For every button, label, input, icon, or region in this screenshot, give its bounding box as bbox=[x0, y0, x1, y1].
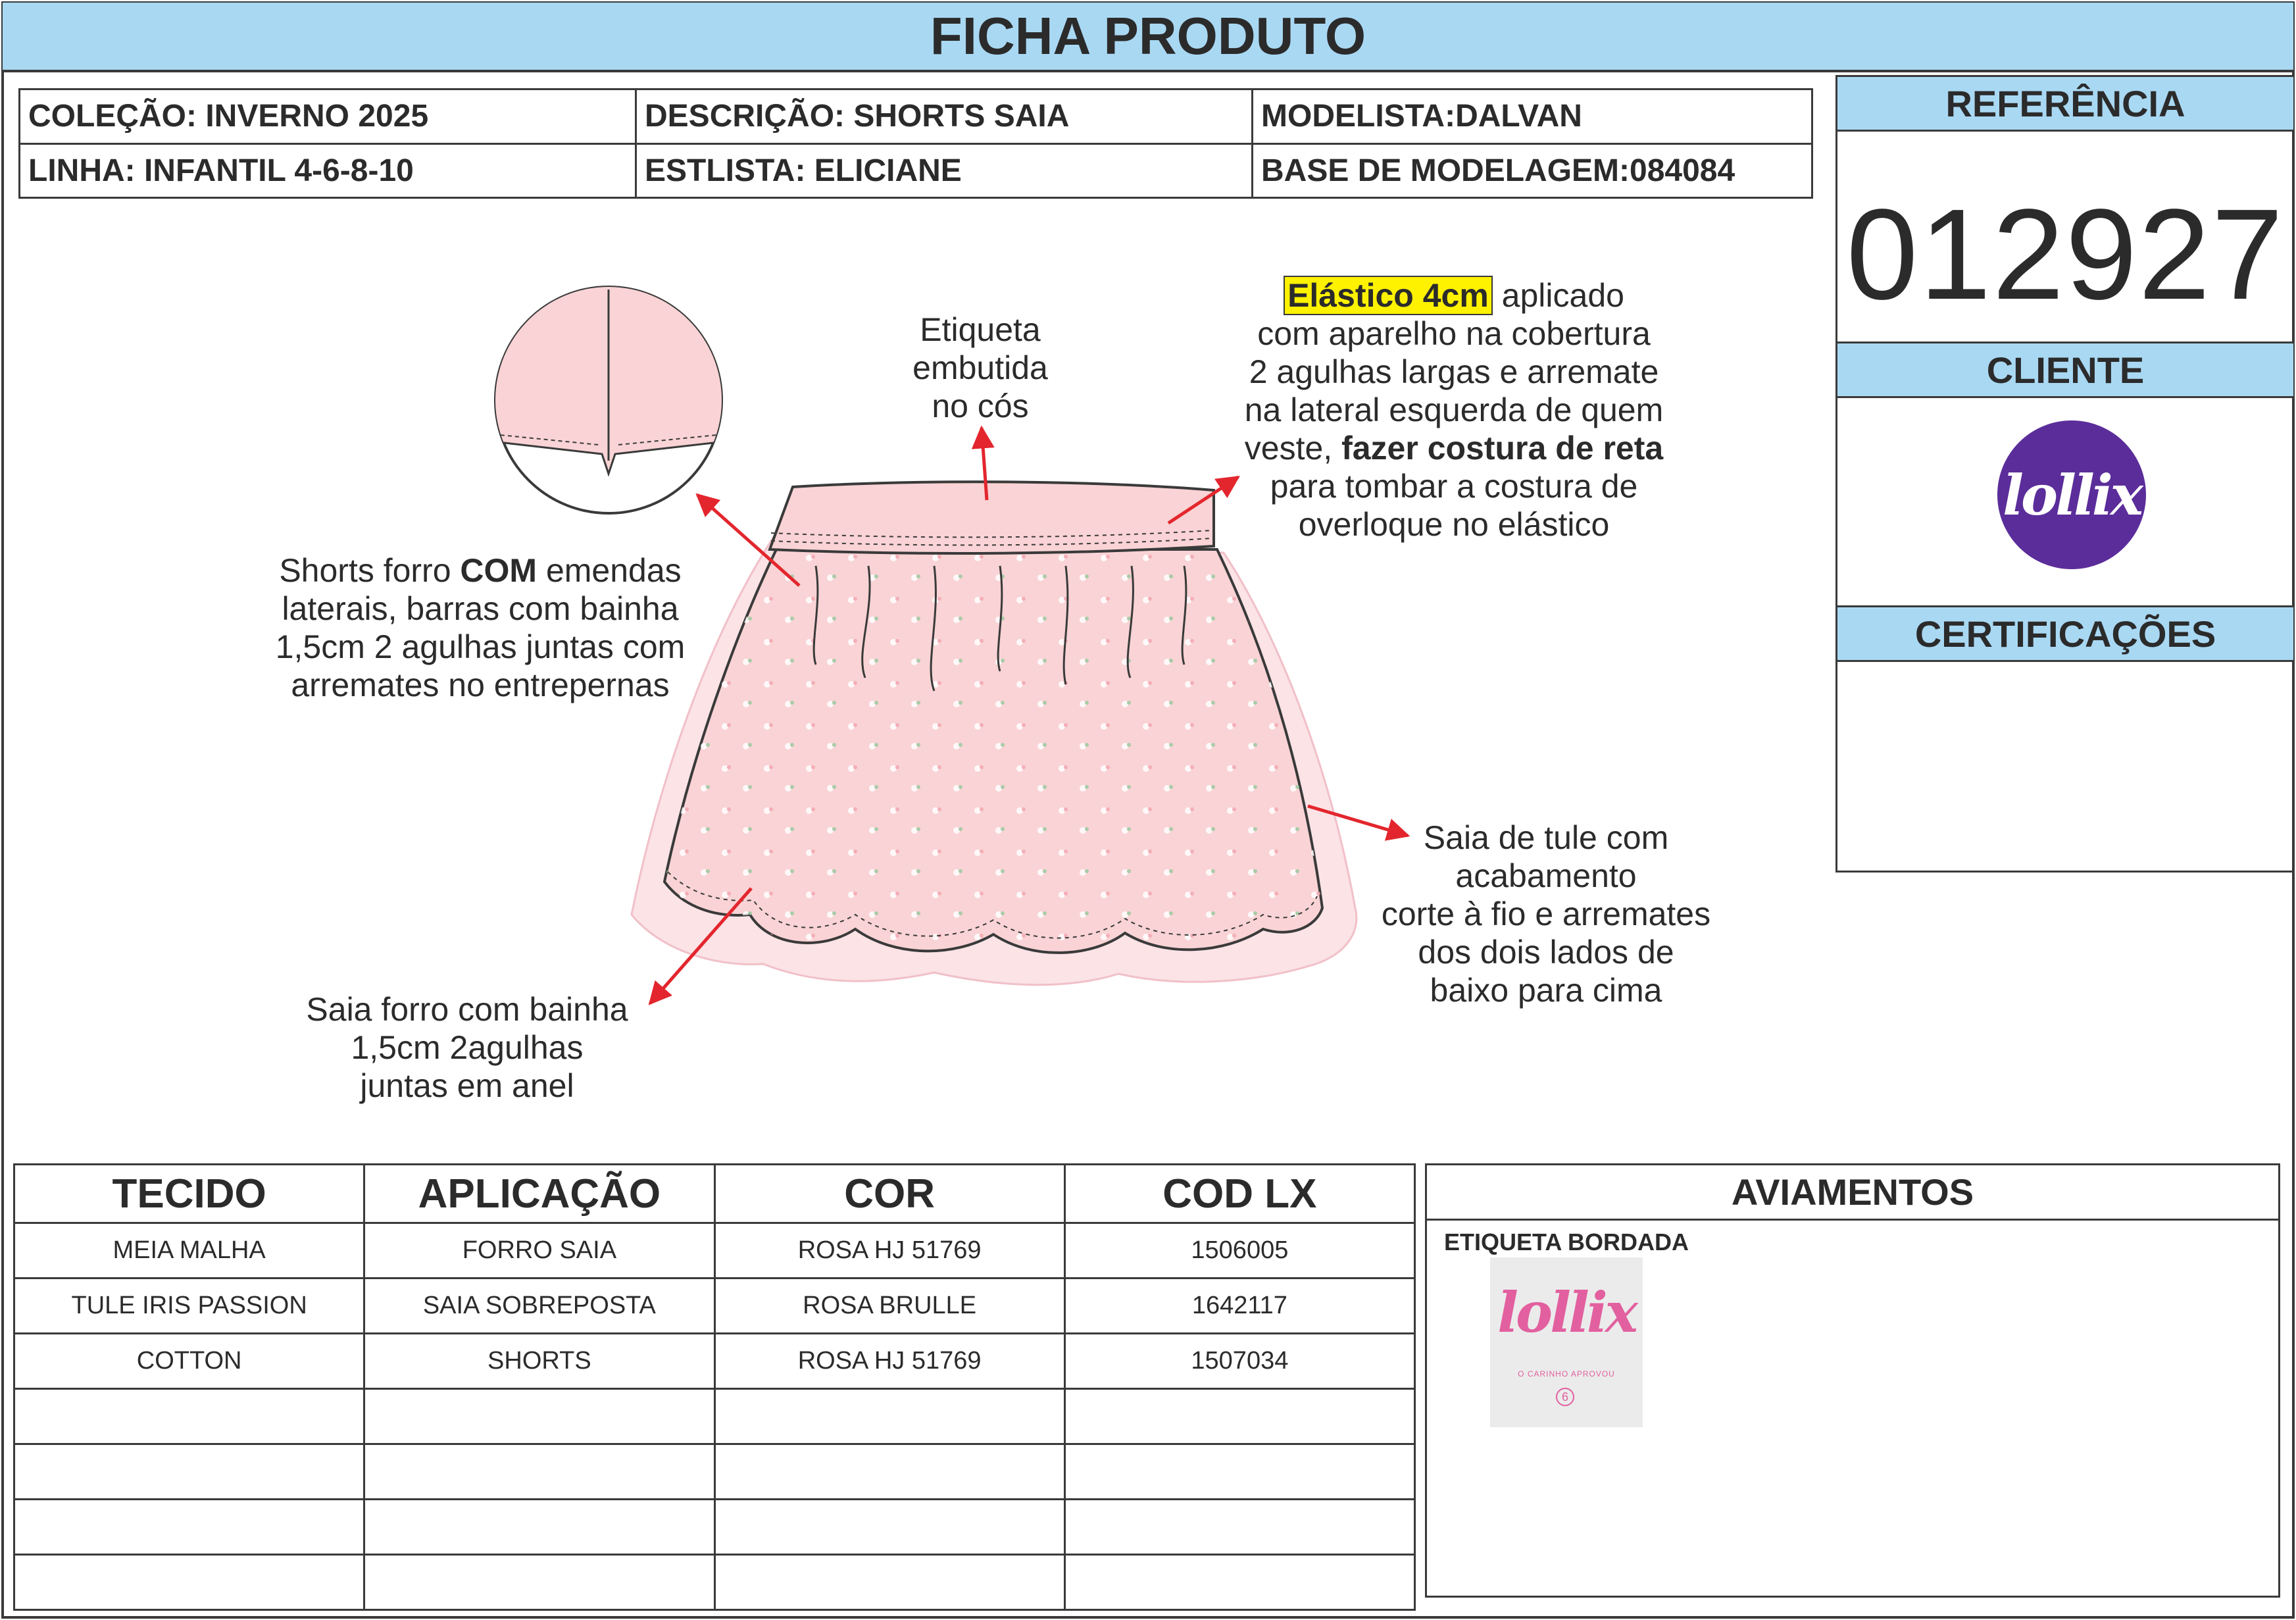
descricao-field: DESCRIÇÃO: SHORTS SAIA bbox=[636, 89, 1253, 144]
col-cor: COR bbox=[714, 1165, 1064, 1223]
table-row: COTTON SHORTS ROSA HJ 51769 1507034 bbox=[14, 1334, 1415, 1389]
table-row: MEIA MALHA FORRO SAIA ROSA HJ 51769 1506005 bbox=[14, 1223, 1415, 1278]
aviamentos-header: AVIAMENTOS bbox=[1427, 1165, 2278, 1221]
label-tagline: O CARINHO APROVOU bbox=[1518, 1369, 1615, 1379]
cliente-header: CLIENTE bbox=[1837, 342, 2293, 398]
elastico-highlight: Elástico 4cm bbox=[1284, 276, 1493, 315]
colecao-field: COLEÇÃO: INVERNO 2025 bbox=[20, 89, 636, 144]
note-shorts-forro: Shorts forro COM emendas laterais, barras com bainha 1,5cm 2 agulhas juntas com arremates no entrepernas bbox=[275, 552, 686, 703]
table-row bbox=[14, 1444, 1415, 1500]
base-modelagem-field: BASE DE MODELAGEM:084084 bbox=[1253, 143, 1812, 198]
table-row bbox=[14, 1500, 1415, 1555]
col-aplicacao: APLICAÇÃO bbox=[364, 1165, 714, 1223]
note-saia-forro: Saia forro com bainha 1,5cm 2agulhas juntas em anel bbox=[306, 991, 628, 1104]
modelista-field: MODELISTA:DALVAN bbox=[1253, 89, 1812, 144]
estilista-field: ESTLISTA: ELICIANE bbox=[636, 143, 1253, 198]
note-elastico: Elástico 4cm aplicado com aparelho na cobertura 2 agulhas largas e arremate na lateral esquerda de quem veste, fazer costura de reta para tombar a costura de overloque no elástico bbox=[1244, 277, 1664, 543]
materials-header-row bbox=[14, 1165, 1415, 1223]
col-cod-lx: COD LX bbox=[1064, 1165, 1414, 1223]
note-saia-tule: Saia de tule com acabamento corte à fio e arremates dos dois lados de baixo para cima bbox=[1381, 819, 1711, 1009]
label-logo: lollix bbox=[1497, 1280, 1635, 1345]
reference-number: 012927 bbox=[1846, 182, 2285, 326]
referencia-header: REFERÊNCIA bbox=[1837, 75, 2293, 132]
materials-table bbox=[13, 1163, 1416, 1611]
table-row: TULE IRIS PASSION SAIA SOBREPOSTA ROSA BRULLE 1642117 bbox=[14, 1278, 1415, 1334]
certificacoes-header: CERTIFICAÇÕES bbox=[1837, 605, 2293, 662]
table-row bbox=[14, 1555, 1415, 1610]
table-row bbox=[14, 1389, 1415, 1444]
shorts-detail-circle bbox=[487, 283, 730, 513]
client-logo-text: lollix bbox=[2003, 462, 2141, 528]
aviamento-item-label: ETIQUETA BORDADA bbox=[1444, 1228, 1689, 1255]
label-size-badge: 6 bbox=[1556, 1388, 1574, 1406]
col-tecido: TECIDO bbox=[14, 1165, 364, 1223]
embroidered-label-image bbox=[1490, 1257, 1643, 1427]
linha-field: LINHA: INFANTIL 4-6-8-10 bbox=[20, 143, 636, 198]
page-title: FICHA PRODUTO bbox=[3, 3, 2293, 72]
note-etiqueta: Etiqueta embutida no cós bbox=[912, 311, 1048, 424]
aviamentos-box bbox=[1425, 1163, 2280, 1598]
